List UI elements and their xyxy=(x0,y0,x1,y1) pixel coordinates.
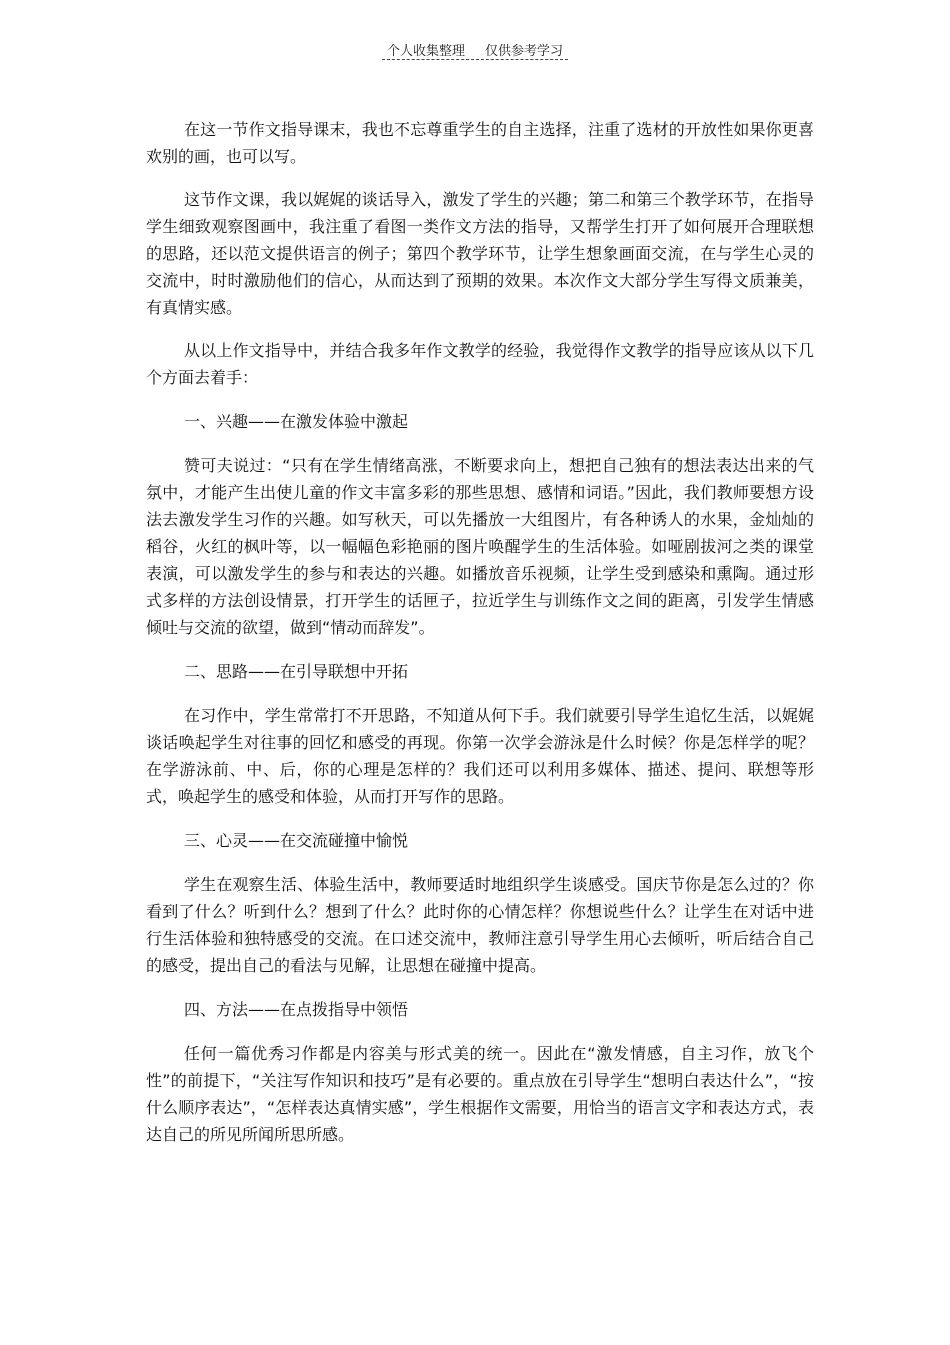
document-body xyxy=(146,116,814,1148)
paragraph-3: 从以上作文指导中，并结合我多年作文教学的经验，我觉得作文教学的指导应该从以下几个方面去着手： xyxy=(146,341,814,387)
paragraph-4: 赞可夫说过：“只有在学生情绪高涨，不断要求向上，想把自己独有的想法表达出来的气氛中，才能产生出使儿童的作文丰富多彩的那些思想、感情和词语。”因此，我们教师要想方设法去激发学生习作的兴趣。如写秋天，可以先播放一大组图片，有各种诱人的水果，金灿灿的稻谷，火红的枫叶等，以一幅幅色彩艳丽的图片唤醒学生的生活体验。如哑剧拔河之类的课堂表演，可以激发学生的参与和表达的兴趣。如播放音乐视频，让学生受到感染和熏陶。通过形式多样的方法创设情景，打开学生的话匣子，拉近学生与训练作文之间的距离，引发学生情感倾吐与交流的欲望，做到“情动而辞发”。 xyxy=(146,456,814,637)
paragraph-6: 学生在观察生活、体验生活中，教师要适时地组织学生谈感受。国庆节你是怎么过的？你看到了什么？听到什么？想到了什么？此时你的心情怎样？你想说些什么？让学生在对话中进行生活体验和独特感受的交流。在口述交流中，教师注意引导学生用心去倾听，听后结合自己的感受，提出自己的看法与见解，让思想在碰撞中提高。 xyxy=(146,875,814,975)
header-underline xyxy=(382,59,568,60)
paragraph-1: 在这一节作文指导课末，我也不忘尊重学生的自主选择，注重了选材的开放性如果你更喜欢别的画，也可以写。 xyxy=(146,120,814,166)
paragraph-2: 这节作文课，我以娓娓的谈话导入，激发了学生的兴趣；第二和第三个教学环节，在指导学生细致观察图画中，我注重了看图一类作文方法的指导，又帮学生打开了如何展开合理联想的思路，还以范文提供语言的例子；第四个教学环节，让学生想象画面交流，在与学生心灵的交流中，时时激励他们的信心，从而达到了预期的效果。本次作文大部分学生写得文质兼美，有真情实感。 xyxy=(146,190,814,317)
section-heading-2: 二、思路——在引导联想中开拓 xyxy=(184,662,409,681)
page-header xyxy=(0,40,950,59)
paragraph-5: 在习作中，学生常常打不开思路，不知道从何下手。我们就要引导学生追忆生活，以娓娓谈话唤起学生对往事的回忆和感受的再现。你第一次学会游泳是什么时候？你是怎样学的呢？在学游泳前、中、后，你的心理是怎样的？我们还可以利用多媒体、描述、提问、联想等形式，唤起学生的感受和体验，从而打开写作的思路。 xyxy=(146,706,814,806)
paragraph-7: 任何一篇优秀习作都是内容美与形式美的统一。因此在“激发情感，自主习作，放飞个性”的前提下，“关注写作知识和技巧”是有必要的。重点放在引导学生“想明白表达什么”，“按什么顺序表达”，“怎样表达真情实感”，学生根据作文需要，用恰当的语言文字和表达方式，表达自己的所见所闻所思所感。 xyxy=(146,1044,814,1144)
section-heading-3: 三、心灵——在交流碰撞中愉悦 xyxy=(184,831,409,850)
header-right-text: 仅供参考学习 xyxy=(485,44,564,59)
header-left-text: 个人收集整理 xyxy=(386,44,465,59)
section-heading-4: 四、方法——在点拨指导中领悟 xyxy=(184,1000,409,1019)
section-heading-1: 一、兴趣——在激发体验中激起 xyxy=(184,412,409,431)
